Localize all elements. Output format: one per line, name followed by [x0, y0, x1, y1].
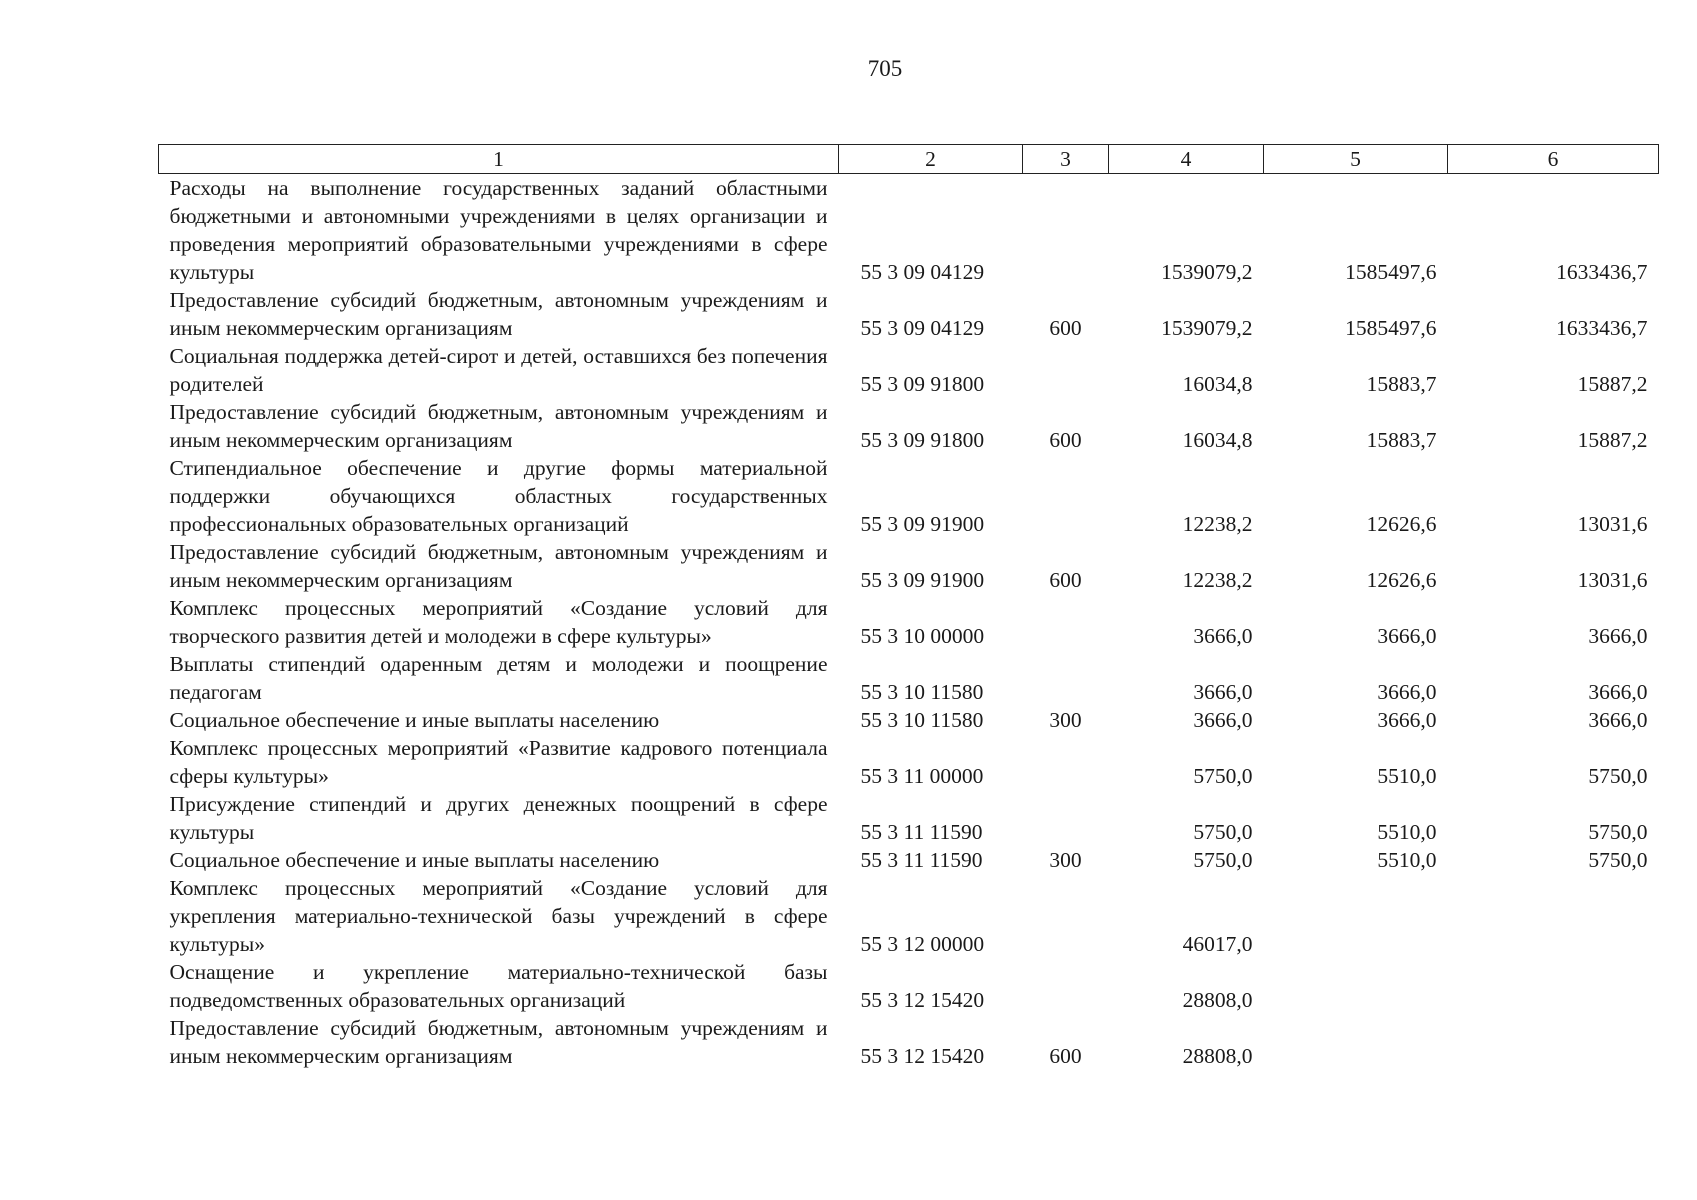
amount-col-6: 13031,6: [1577, 512, 1648, 536]
table-header-row: [159, 145, 1659, 174]
budget-code: 55 3 09 91800: [860, 428, 985, 452]
amount-col-4: 3666,0: [1193, 680, 1253, 704]
amount-col-4: 28808,0: [1182, 988, 1253, 1012]
expense-type: [1023, 454, 1109, 538]
amount-col-6: 5750,0: [1588, 820, 1648, 844]
amount-col-5: [1264, 874, 1448, 958]
amount-col-6: [1448, 958, 1659, 1014]
item-name: Социальное обеспечение и иные выплаты населению: [169, 708, 660, 732]
budget-code: 55 3 09 04129: [860, 316, 985, 340]
expense-type: [1023, 874, 1109, 958]
item-name: Расходы на выполнение государственных заданий областными бюджетными и автономными учреждениями в целях организации и проведения мероприятий образовательными учреждениями в сфере культуры: [169, 176, 828, 284]
amount-col-4: 5750,0: [1193, 764, 1253, 788]
amount-col-5: 12626,6: [1366, 568, 1437, 592]
amount-col-5: 15883,7: [1366, 428, 1437, 452]
budget-code: 55 3 11 11590: [860, 848, 983, 872]
table-row: [159, 790, 1659, 846]
expense-type: 600: [1049, 1044, 1082, 1068]
item-name: Предоставление субсидий бюджетным, автономным учреждениям и иным некоммерческим организациям: [169, 1016, 828, 1068]
amount-col-6: [1448, 874, 1659, 958]
table-row: [159, 958, 1659, 1014]
table-row: [159, 594, 1659, 650]
amount-col-6: 1633436,7: [1556, 316, 1648, 340]
amount-col-4: 16034,8: [1182, 428, 1253, 452]
budget-code: 55 3 09 04129: [860, 260, 985, 284]
table-row: [159, 398, 1659, 454]
budget-code: 55 3 12 15420: [860, 988, 985, 1012]
expense-type: [1023, 790, 1109, 846]
table-row: [159, 650, 1659, 706]
expense-type: [1023, 734, 1109, 790]
item-name: Оснащение и укрепление материально-технической базы подведомственных образовательных организаций: [169, 960, 828, 1012]
amount-col-6: [1448, 1014, 1659, 1070]
item-name: Предоставление субсидий бюджетным, автономным учреждениям и иным некоммерческим организациям: [169, 288, 828, 340]
header-col-2: 2: [839, 145, 1023, 174]
table-row: [159, 1014, 1659, 1070]
budget-table: [158, 144, 1659, 1070]
header-col-1: 1: [159, 145, 839, 174]
expense-type: [1023, 342, 1109, 398]
amount-col-4: 12238,2: [1182, 512, 1253, 536]
table-row: [159, 174, 1659, 287]
table-row: [159, 846, 1659, 874]
amount-col-4: 1539079,2: [1161, 316, 1253, 340]
amount-col-5: 5510,0: [1377, 848, 1437, 872]
amount-col-5: 3666,0: [1377, 708, 1437, 732]
expense-type: [1023, 958, 1109, 1014]
amount-col-4: 3666,0: [1193, 708, 1253, 732]
amount-col-4: 3666,0: [1193, 624, 1253, 648]
amount-col-6: 15887,2: [1577, 428, 1648, 452]
item-name: Предоставление субсидий бюджетным, автономным учреждениям и иным некоммерческим организациям: [169, 400, 828, 452]
budget-code: 55 3 10 11580: [860, 680, 984, 704]
item-name: Выплаты стипендий одаренным детям и молодежи и поощрение педагогам: [169, 652, 828, 704]
expense-type: [1023, 650, 1109, 706]
budget-code: 55 3 10 00000: [860, 624, 985, 648]
amount-col-5: 5510,0: [1377, 820, 1437, 844]
expense-type: 600: [1049, 428, 1082, 452]
amount-col-6: 3666,0: [1588, 624, 1648, 648]
budget-code: 55 3 10 11580: [860, 708, 984, 732]
table-row: [159, 454, 1659, 538]
amount-col-5: 12626,6: [1366, 512, 1437, 536]
expense-type: 600: [1049, 568, 1082, 592]
page-number: 705: [867, 56, 903, 81]
amount-col-5: [1264, 1014, 1448, 1070]
amount-col-6: 5750,0: [1588, 764, 1648, 788]
amount-col-6: 15887,2: [1577, 372, 1648, 396]
header-col-4: 4: [1109, 145, 1264, 174]
budget-code: 55 3 09 91900: [860, 512, 985, 536]
table-body: [159, 174, 1659, 1071]
item-name: Комплекс процессных мероприятий «Развитие кадрового потенциала сферы культуры»: [169, 736, 828, 788]
item-name: Присуждение стипендий и других денежных поощрений в сфере культуры: [169, 792, 828, 844]
amount-col-6: 3666,0: [1588, 708, 1648, 732]
expense-type: 600: [1049, 316, 1082, 340]
item-name: Стипендиальное обеспечение и другие формы материальной поддержки обучающихся областных государственных профессиональных образовательных организаций: [169, 456, 828, 536]
amount-col-5: 3666,0: [1377, 680, 1437, 704]
budget-code: 55 3 12 00000: [860, 932, 985, 956]
amount-col-4: 16034,8: [1182, 372, 1253, 396]
item-name: Комплекс процессных мероприятий «Создание условий для творческого развития детей и молодежи в сфере культуры»: [169, 596, 828, 648]
budget-code: 55 3 09 91800: [860, 372, 985, 396]
amount-col-6: 3666,0: [1588, 680, 1648, 704]
amount-col-6: 5750,0: [1588, 848, 1648, 872]
item-name: Комплекс процессных мероприятий «Создание условий для укрепления материально-технической базы учреждений в сфере культуры»: [169, 876, 828, 956]
amount-col-5: 3666,0: [1377, 624, 1437, 648]
amount-col-4: 5750,0: [1193, 848, 1253, 872]
amount-col-4: 1539079,2: [1161, 260, 1253, 284]
budget-code: 55 3 11 00000: [860, 764, 984, 788]
budget-code: 55 3 11 11590: [860, 820, 983, 844]
amount-col-4: 5750,0: [1193, 820, 1253, 844]
amount-col-5: 1585497,6: [1345, 316, 1437, 340]
amount-col-5: 5510,0: [1377, 764, 1437, 788]
amount-col-6: 13031,6: [1577, 568, 1648, 592]
expense-type: [1023, 594, 1109, 650]
header-col-5: 5: [1264, 145, 1448, 174]
amount-col-4: 46017,0: [1182, 932, 1253, 956]
table-row: [159, 538, 1659, 594]
amount-col-6: 1633436,7: [1556, 260, 1648, 284]
table-row: [159, 342, 1659, 398]
amount-col-5: 1585497,6: [1345, 260, 1437, 284]
amount-col-4: 12238,2: [1182, 568, 1253, 592]
table-row: [159, 706, 1659, 734]
expense-type: [1023, 174, 1109, 287]
amount-col-5: [1264, 958, 1448, 1014]
expense-type: 300: [1049, 708, 1082, 732]
expense-type: 300: [1049, 848, 1082, 872]
budget-code: 55 3 09 91900: [860, 568, 985, 592]
item-name: Социальная поддержка детей-сирот и детей, оставшихся без попечения родителей: [169, 344, 828, 396]
header-col-6: 6: [1448, 145, 1659, 174]
table-row: [159, 286, 1659, 342]
table-row: [159, 734, 1659, 790]
header-col-3: 3: [1023, 145, 1109, 174]
amount-col-4: 28808,0: [1182, 1044, 1253, 1068]
item-name: Социальное обеспечение и иные выплаты населению: [169, 848, 660, 872]
budget-code: 55 3 12 15420: [860, 1044, 985, 1068]
amount-col-5: 15883,7: [1366, 372, 1437, 396]
table-row: [159, 874, 1659, 958]
item-name: Предоставление субсидий бюджетным, автономным учреждениям и иным некоммерческим организациям: [169, 540, 828, 592]
